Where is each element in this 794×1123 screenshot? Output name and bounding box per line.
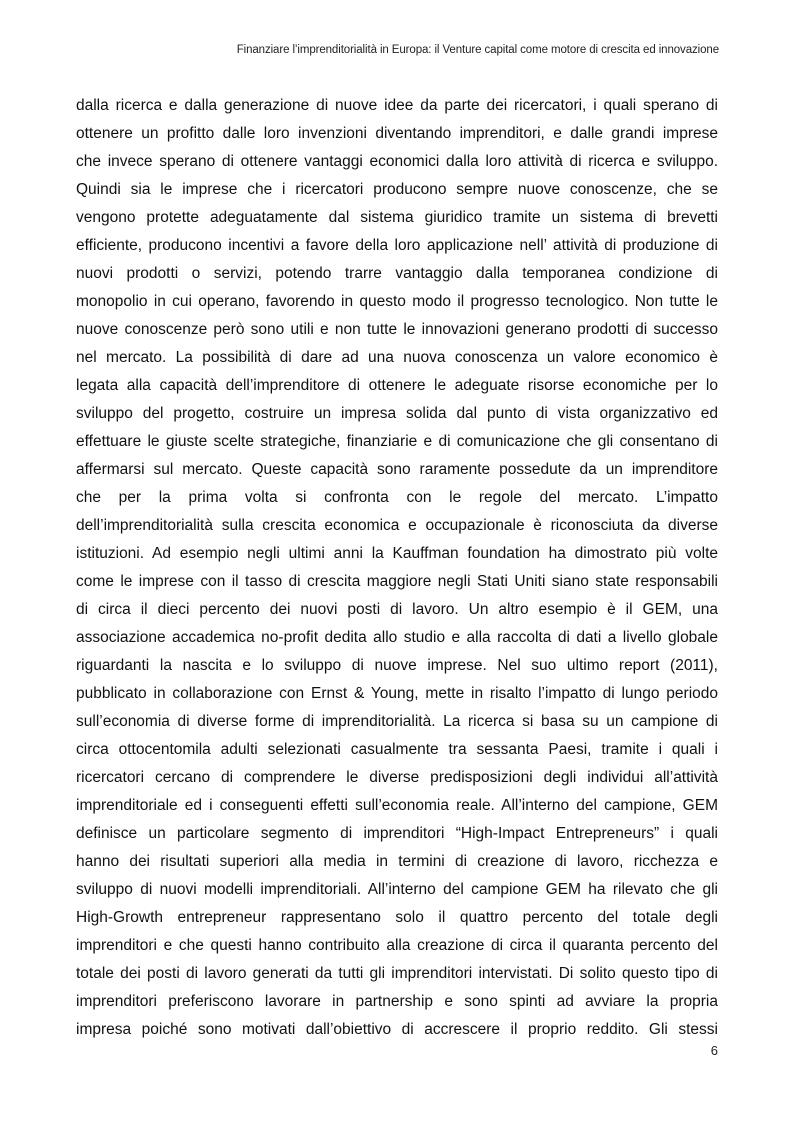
text-line: nel mercato. La possibilità di dare ad una nuova conoscenza un valore economico è: [76, 349, 718, 366]
text-line: pubblicato in collaborazione con Ernst & Young, mette in risalto l’impatto di lungo periodo: [76, 685, 718, 702]
text-line: dalla ricerca e dalla generazione di nuove idee da parte dei ricercatori, i quali sperano di: [76, 97, 718, 114]
text-line: vengono protette adeguatamente dal sistema giuridico tramite un sistema di brevetti: [76, 209, 718, 226]
text-line: circa ottocentomila adulti selezionati casualmente tra sessanta Paesi, tramite i quali i: [76, 741, 718, 758]
text-line: affermarsi sul mercato. Queste capacità sono raramente possedute da un imprenditore: [76, 461, 718, 478]
text-line: sviluppo del progetto, costruire un impresa solida dal punto di vista organizzativo ed: [76, 405, 718, 422]
text-line: che invece sperano di ottenere vantaggi economici dalla loro attività di ricerca e sviluppo.: [76, 153, 718, 170]
text-line: associazione accademica no-profit dedita allo studio e alla raccolta di dati a livello globale: [76, 629, 718, 646]
text-line: ottenere un profitto dalle loro invenzioni diventando imprenditori, e dalle grandi imprese: [76, 125, 718, 142]
text-line: Quindi sia le imprese che i ricercatori producono sempre nuove conoscenze, che se: [76, 181, 718, 198]
running-header: Finanziare l’imprenditorialità in Europa: il Venture capital come motore di crescita ed innovazione: [236, 44, 719, 56]
text-line: sull’economia di diverse forme di imprenditorialità. La ricerca si basa su un campione di: [76, 713, 718, 730]
text-line: nuovi prodotti o servizi, potendo trarre vantaggio dalla temporanea condizione di: [76, 265, 718, 282]
page-number: 6: [710, 1043, 718, 1058]
text-line: riguardanti la nascita e lo sviluppo di nuove imprese. Nel suo ultimo report (2011),: [76, 657, 718, 674]
text-line: imprenditori e che questi hanno contribuito alla creazione di circa il quaranta percento del: [76, 937, 718, 954]
text-line: imprenditori preferiscono lavorare in partnership e sono spinti ad avviare la propria: [76, 993, 718, 1010]
text-line: dell’imprenditorialità sulla crescita economica e occupazionale è riconosciuta da diverse: [76, 517, 718, 534]
text-line: definisce un particolare segmento di imprenditori “High-Impact Entrepreneurs” i quali: [76, 825, 718, 842]
text-line: impresa poiché sono motivati dall’obiettivo di accrescere il proprio reddito. Gli stessi: [76, 1021, 718, 1038]
text-line: totale dei posti di lavoro generati da tutti gli imprenditori intervistati. Di solito questo tipo di: [76, 965, 718, 982]
text-line: effettuare le giuste scelte strategiche, finanziarie e di comunicazione che gli consentano di: [76, 433, 718, 450]
text-line: High-Growth entrepreneur rappresentano solo il quattro percento del totale degli: [76, 909, 718, 926]
text-line: istituzioni. Ad esempio negli ultimi anni la Kauffman foundation ha dimostrato più volte: [76, 545, 718, 562]
text-line: ricercatori cercano di comprendere le diverse predisposizioni degli individui all’attività: [76, 769, 718, 786]
text-line: nuove conoscenze però sono utili e non tutte le innovazioni generano prodotti di successo: [76, 321, 718, 338]
text-line: legata alla capacità dell’imprenditore di ottenere le adeguate risorse economiche per lo: [76, 377, 718, 394]
text-line: imprenditoriale ed i conseguenti effetti sull’economia reale. All’interno del campione, GEM: [76, 797, 718, 814]
text-line: che per la prima volta si confronta con le regole del mercato. L’impatto: [76, 489, 718, 506]
text-line: hanno dei risultati superiori alla media in termini di creazione di lavoro, ricchezza e: [76, 853, 718, 870]
text-line: efficiente, producono incentivi a favore della loro applicazione nell’ attività di produzione di: [76, 237, 718, 254]
body-text: [76, 92, 718, 1044]
text-line: monopolio in cui operano, favorendo in questo modo il progresso tecnologico. Non tutte le: [76, 293, 718, 310]
text-line: di circa il dieci percento dei nuovi posti di lavoro. Un altro esempio è il GEM, una: [76, 601, 718, 618]
text-line: sviluppo di nuovi modelli imprenditoriali. All’interno del campione GEM ha rilevato che gli: [76, 881, 718, 898]
text-line: come le imprese con il tasso di crescita maggiore negli Stati Uniti siano state responsabili: [76, 573, 718, 590]
